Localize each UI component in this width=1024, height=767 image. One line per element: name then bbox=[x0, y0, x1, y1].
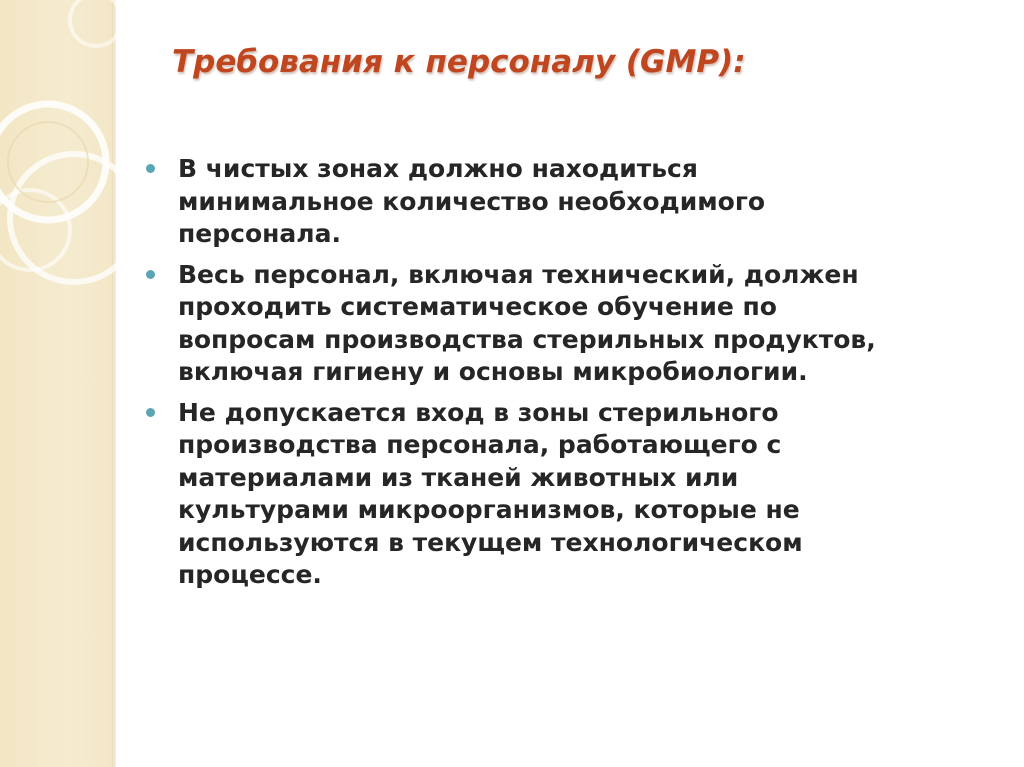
slide-title: Требования к персоналу (GMP): bbox=[172, 44, 746, 80]
bullet-2-line-3: вопросам производства стерильных продуктов, bbox=[178, 324, 876, 354]
bullet-list bbox=[142, 153, 1012, 600]
bullet-1-line-3: персонала. bbox=[178, 219, 341, 248]
bullet-3-line-2: производства персонала, работающего с bbox=[178, 430, 782, 459]
bullet-1-line-2: минимальное количество необходимого bbox=[178, 186, 766, 216]
bullet-2-line-4: включая гигиену и основы микробиологии. bbox=[178, 357, 808, 386]
bullet-item-2 bbox=[142, 259, 1012, 389]
bullet-item-1 bbox=[142, 153, 1012, 251]
bullet-dot-icon bbox=[146, 270, 155, 279]
bullet-3-line-6: процессе. bbox=[178, 560, 322, 589]
bullet-3-line-4: культурами микроорганизмов, которые не bbox=[178, 495, 800, 524]
bullet-2-line-2: проходить систематическое обучение по bbox=[178, 292, 777, 321]
bullet-dot-icon bbox=[146, 408, 155, 417]
bullet-3-line-3: материалами из тканей животных или bbox=[178, 462, 739, 492]
ring-circles-decoration-icon bbox=[0, 0, 116, 767]
bullet-2-line-1: Весь персонал, включая технический, должен bbox=[178, 259, 859, 289]
bullet-dot-icon bbox=[146, 164, 155, 173]
bullet-item-3 bbox=[142, 397, 1012, 592]
bullet-3-line-5: используются в текущем технологическом bbox=[178, 527, 803, 557]
bullet-3-line-1: Не допускается вход в зоны стерильного bbox=[178, 397, 779, 427]
bullet-1-line-1: В чистых зонах должно находиться bbox=[178, 154, 698, 183]
